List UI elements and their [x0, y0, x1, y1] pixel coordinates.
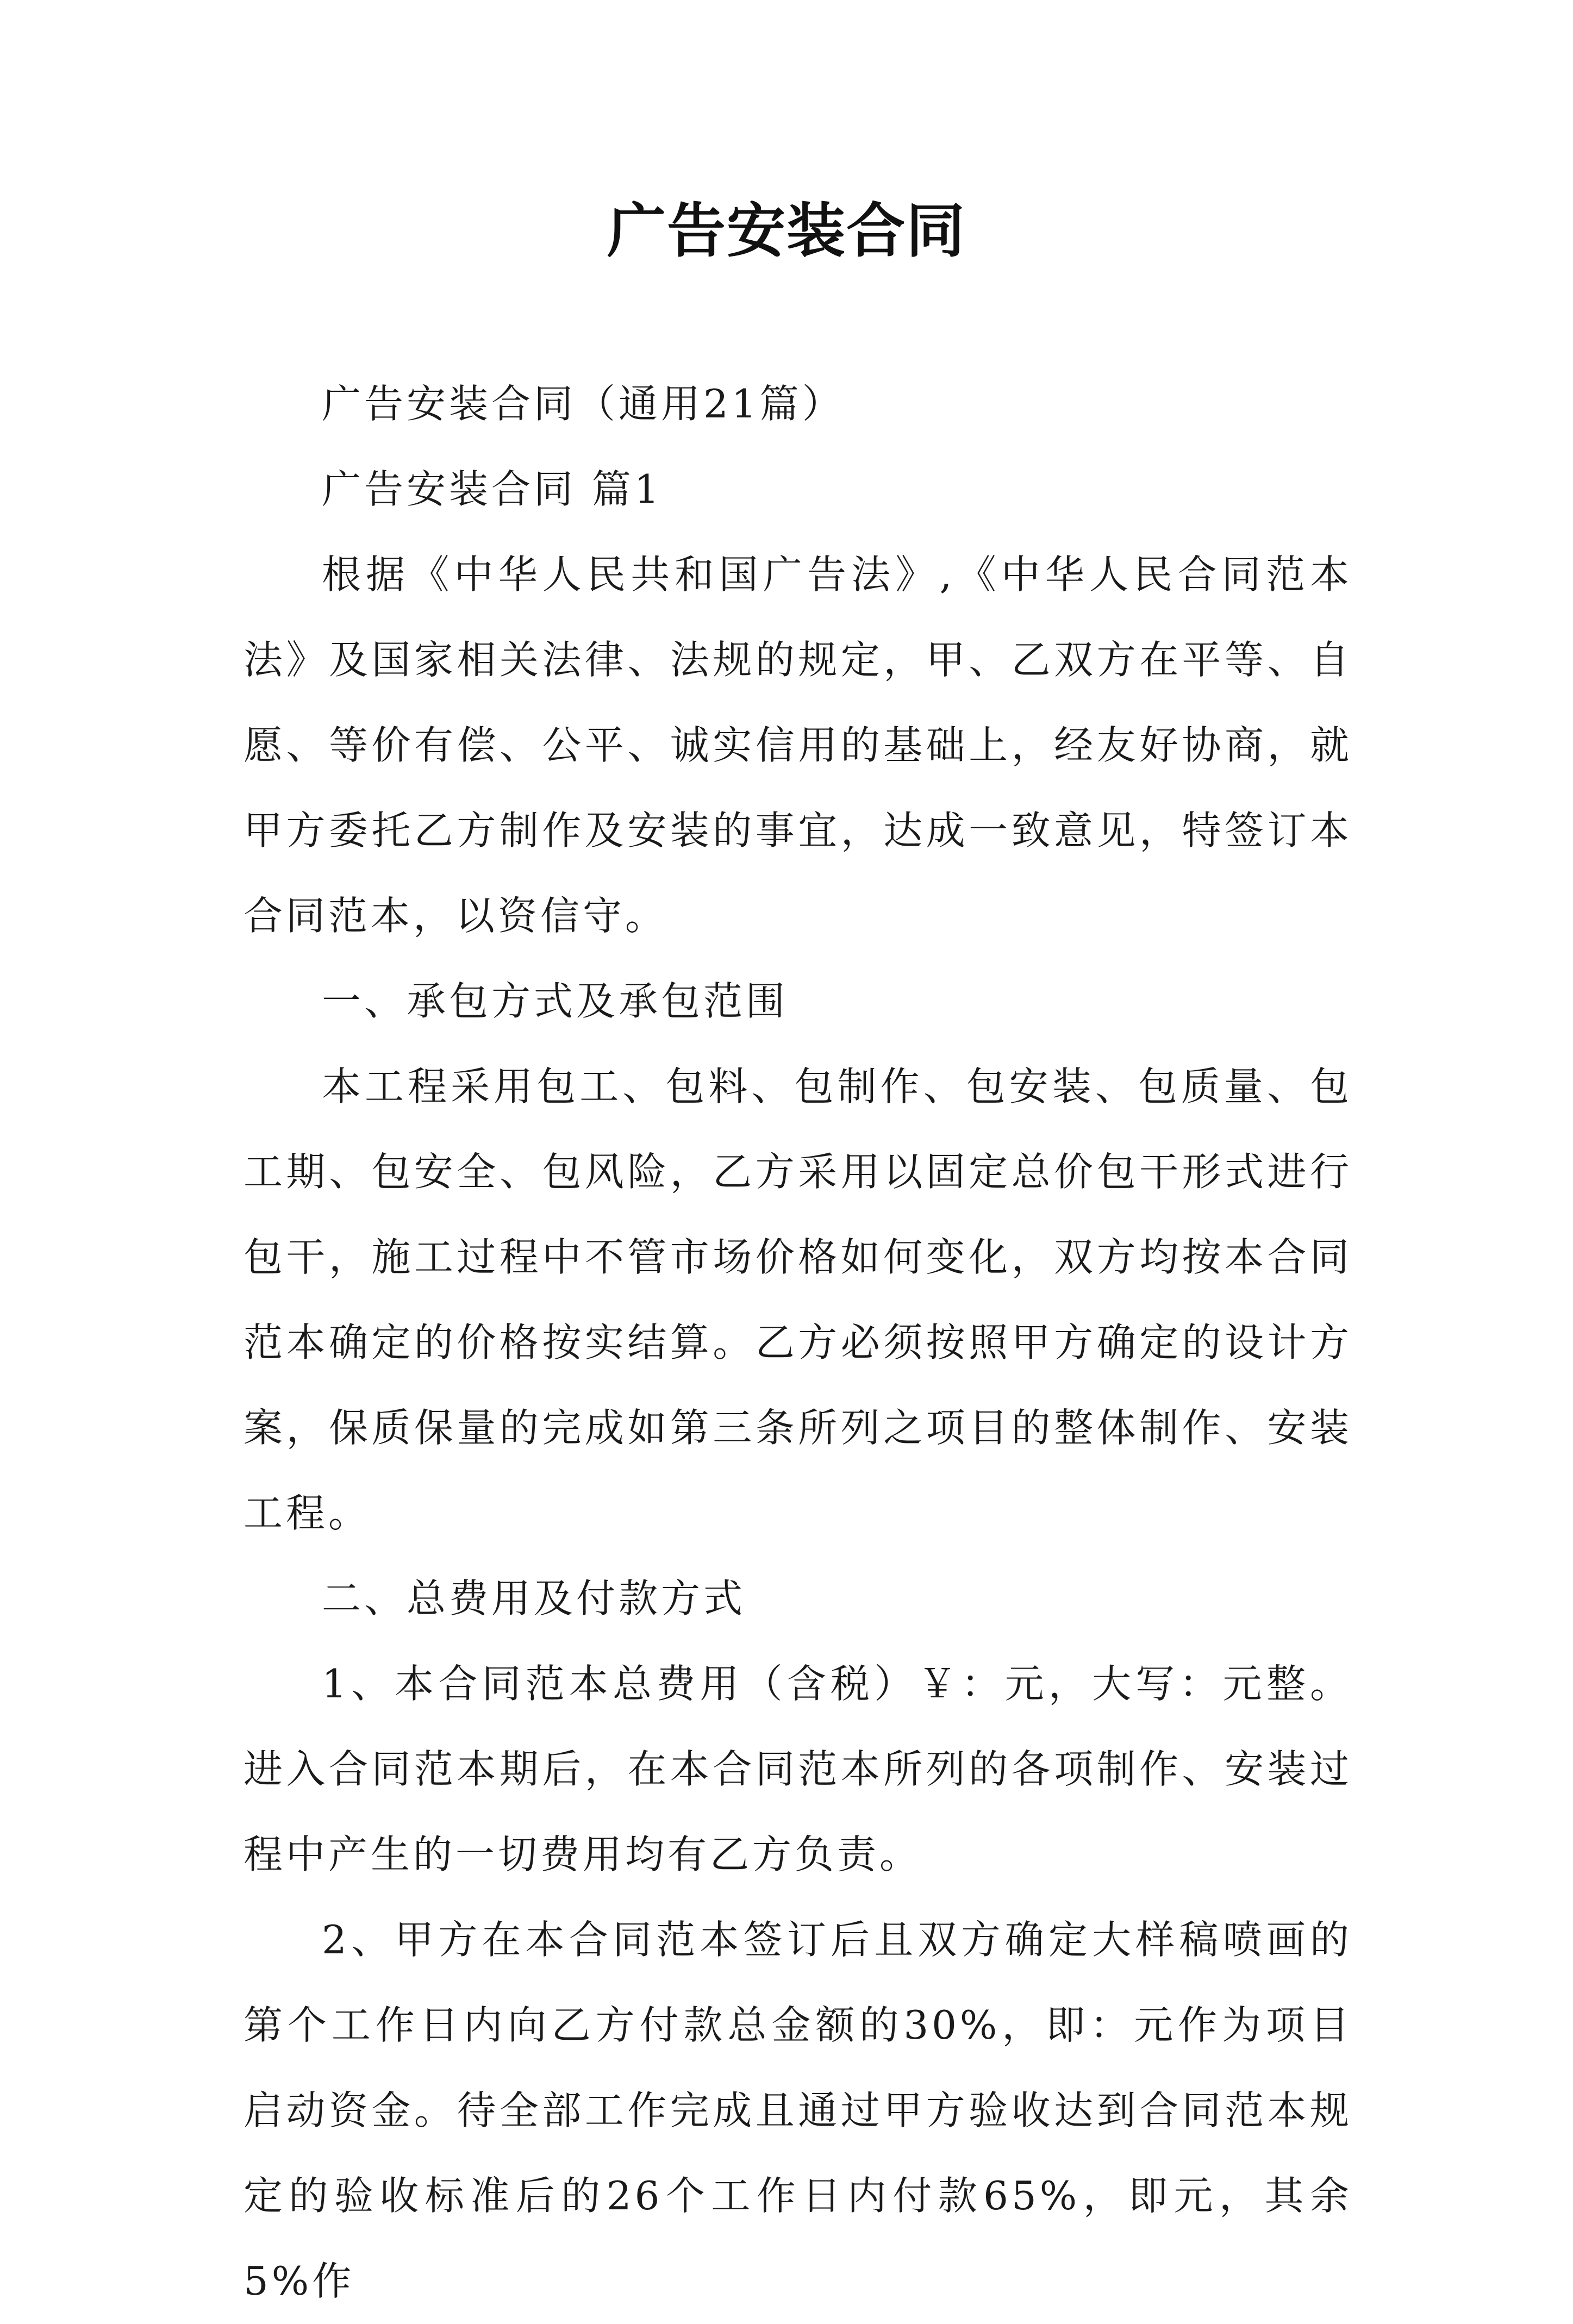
- section-heading: 广告安装合同 篇1: [322, 466, 663, 512]
- document-body: [244, 361, 1352, 2324]
- body-paragraph: 1、本合同范本总费用（含税）￥：元，大写：元整。进入合同范本期后，在本合同范本所列的各项制作、安装过程中产生的一切费用均有乙方负责。: [244, 1661, 1352, 1877]
- section-heading: 二、总费用及付款方式: [322, 1576, 746, 1621]
- body-paragraph: 根据《中华人民共和国广告法》,《中华人民合同范本法》及国家相关法律、法规的规定，甲、乙双方在平等、自愿、等价有偿、公平、诚实信用的基础上，经友好协商，就甲方委托乙方制作及安装的事宜，达成一致意见，特签订本合同范本，以资信守。: [244, 552, 1352, 939]
- document-title: 广告安装合同: [607, 197, 966, 265]
- section-heading: 一、承包方式及承包范围: [322, 978, 789, 1024]
- body-paragraph: 本工程采用包工、包料、包制作、包安装、包质量、包工期、包安全、包风险，乙方采用以固定总价包干形式进行包干，施工过程中不管市场价格如何变化，双方均按本合同范本确定的价格按实结算。乙方必须按照甲方确定的设计方案，保质保量的完成如第三条所列之项目的整体制作、安装工程。: [244, 1064, 1352, 1536]
- subtitle-paragraph: 广告安装合同（通用21篇）: [322, 381, 845, 427]
- body-paragraph: 2、甲方在本合同范本签订后且双方确定大样稿喷画的第个工作日内向乙方付款总金额的30%，即：元作为项目启动资金。待全部工作完成且通过甲方验收达到合同范本规定的验收标准后的26个工作日内付款65%，即元，其余5%作: [244, 1917, 1352, 2304]
